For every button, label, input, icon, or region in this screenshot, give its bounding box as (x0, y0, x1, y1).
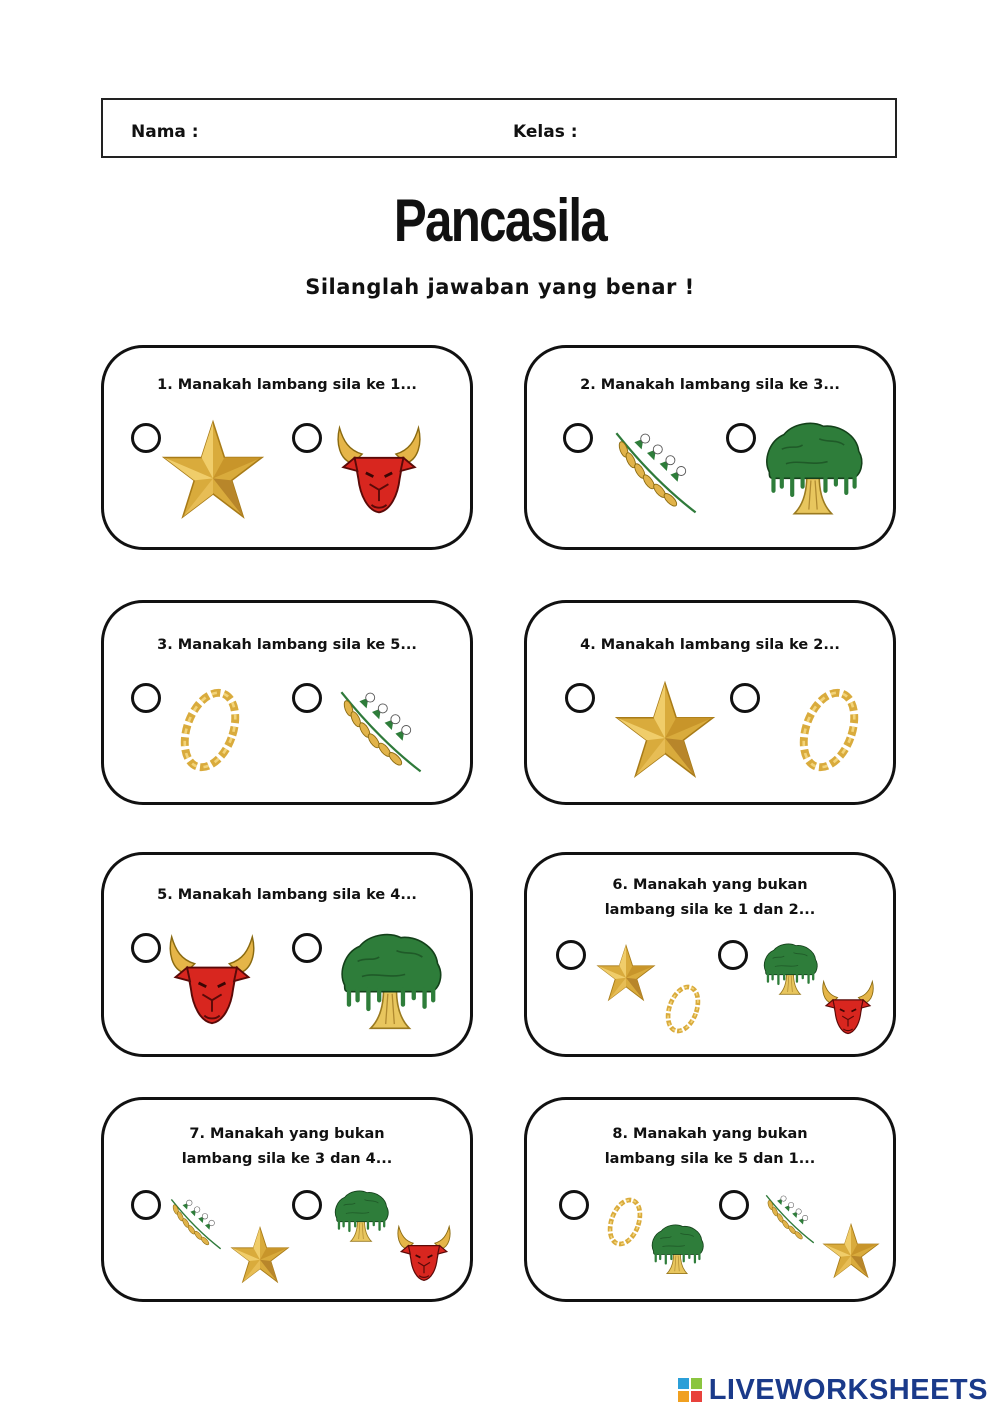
question-text: 2. Manakah lambang sila ke 3... (580, 377, 840, 393)
question-text: 1. Manakah lambang sila ke 1... (157, 377, 417, 393)
bull-head-icon (394, 1222, 454, 1286)
chain-icon (785, 680, 873, 780)
question-card-2 (524, 345, 896, 550)
question-card-8 (524, 1097, 896, 1302)
question-text: 5. Manakah lambang sila ke 4... (157, 887, 417, 903)
question-text-line-2: lambang sila ke 3 dan 4... (181, 1151, 393, 1167)
option-a-radio[interactable] (565, 683, 595, 713)
question-text: 4. Manakah lambang sila ke 2... (580, 637, 840, 653)
question-card-3 (101, 600, 473, 805)
option-a-radio[interactable] (131, 933, 161, 963)
option-b-radio[interactable] (292, 683, 322, 713)
banyan-tree-icon (759, 941, 821, 999)
option-a-radio[interactable] (131, 683, 161, 713)
class-label: Kelas : (513, 122, 578, 142)
liveworksheets-footer[interactable] (677, 1372, 988, 1408)
bull-head-icon (819, 977, 877, 1039)
banyan-tree-icon (759, 418, 867, 522)
instruction-text: Silanglah jawaban yang benar ! (305, 275, 695, 299)
rice-cotton-icon (336, 680, 426, 780)
option-a-radio[interactable] (559, 1190, 589, 1220)
chain-icon (599, 1190, 651, 1254)
question-text-line-1: 7. Manakah yang bukan (189, 1126, 385, 1142)
rice-cotton-icon (611, 420, 701, 522)
star-icon (230, 1225, 290, 1285)
chain-icon (657, 977, 709, 1041)
option-b-radio[interactable] (292, 1190, 322, 1220)
option-a-radio[interactable] (131, 423, 161, 453)
option-b-radio[interactable] (292, 933, 322, 963)
question-text-line-1: 8. Manakah yang bukan (612, 1126, 808, 1142)
option-b-radio[interactable] (718, 940, 748, 970)
question-text: 3. Manakah lambang sila ke 5... (157, 637, 417, 653)
question-text-line-2: lambang sila ke 5 dan 1... (604, 1151, 816, 1167)
question-card-6 (524, 852, 896, 1057)
option-b-radio[interactable] (730, 683, 760, 713)
name-label: Nama : (131, 122, 199, 142)
student-info-box (101, 98, 897, 158)
star-icon (595, 943, 657, 1003)
question-card-4 (524, 600, 896, 805)
star-icon (821, 1222, 881, 1280)
question-card-1 (101, 345, 473, 550)
option-a-radio[interactable] (563, 423, 593, 453)
page-title: Pancasila (393, 187, 607, 254)
option-b-radio[interactable] (719, 1190, 749, 1220)
option-a-radio[interactable] (556, 940, 586, 970)
bull-head-icon (332, 420, 426, 522)
liveworksheets-logo-icon (677, 1377, 703, 1403)
banyan-tree-icon (332, 929, 448, 1037)
option-b-radio[interactable] (292, 423, 322, 453)
chain-icon (166, 680, 254, 780)
star-icon (159, 418, 267, 522)
liveworksheets-brand: LIVEWORKSHEETS (708, 1373, 988, 1406)
question-text-line-2: lambang sila ke 1 dan 2... (604, 902, 816, 918)
option-b-radio[interactable] (726, 423, 756, 453)
option-a-radio[interactable] (131, 1190, 161, 1220)
rice-cotton-icon (763, 1188, 817, 1248)
star-icon (611, 679, 719, 781)
banyan-tree-icon (647, 1222, 707, 1278)
question-text-line-1: 6. Manakah yang bukan (612, 877, 808, 893)
question-card-7 (101, 1097, 473, 1302)
rice-cotton-icon (168, 1192, 224, 1254)
question-card-5 (101, 852, 473, 1057)
banyan-tree-icon (330, 1188, 392, 1246)
bull-head-icon (164, 929, 260, 1033)
